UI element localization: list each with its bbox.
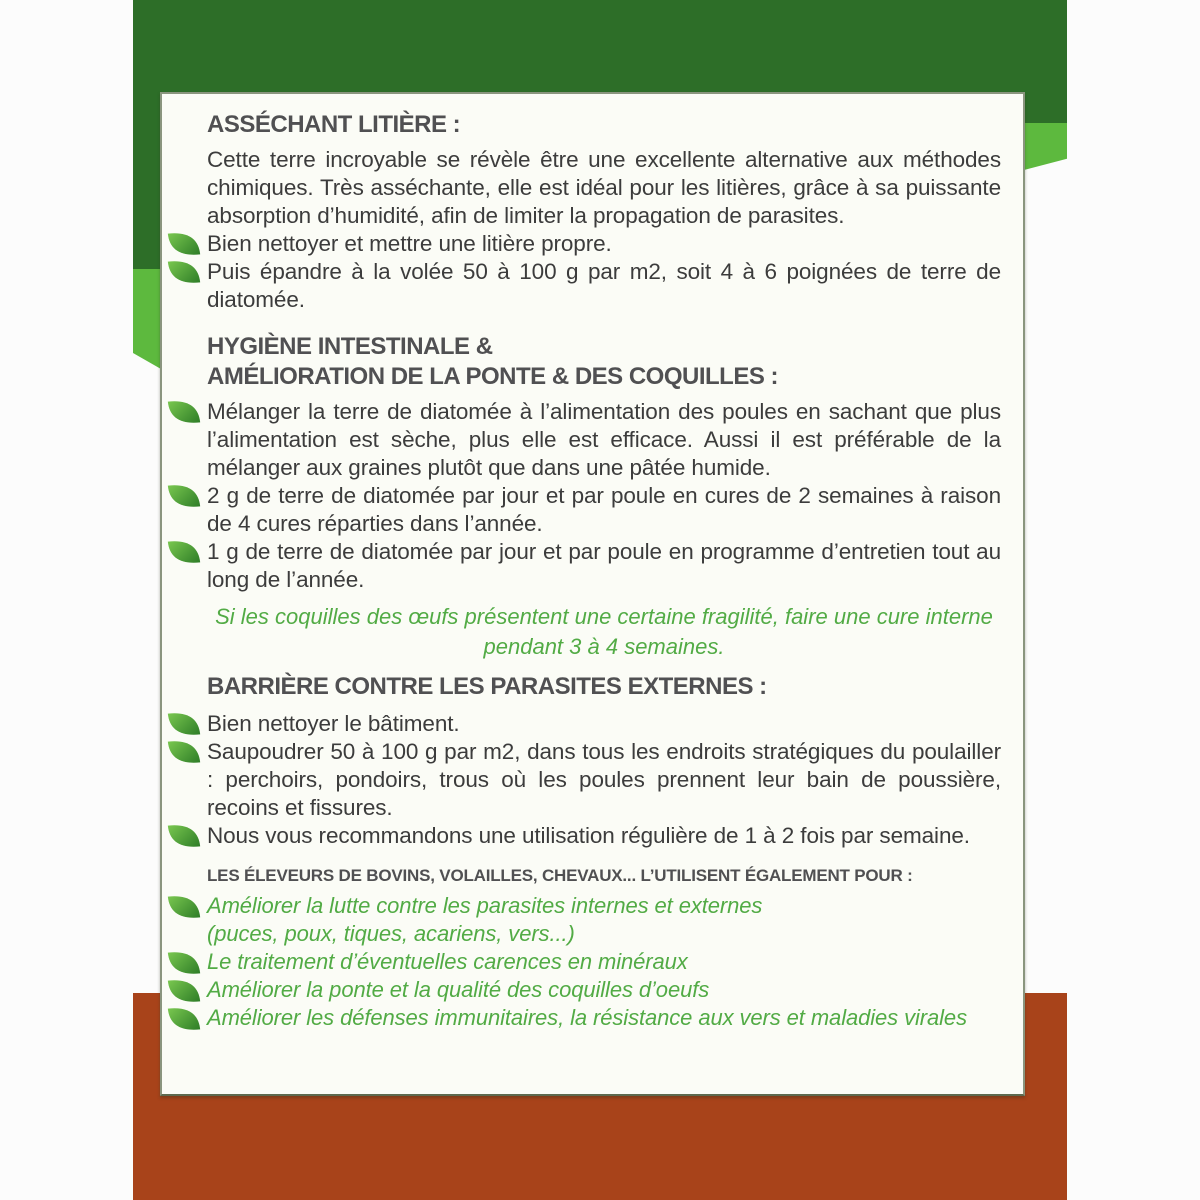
leaf-icon [166,708,203,739]
section-title-assechant: ASSÉCHANT LITIÈRE : [207,111,461,138]
green-accent-right [1024,123,1067,170]
list-item-text: Améliorer la ponte et la qualité des coquilles d’oeufs [207,977,710,1002]
list-item-text: 1 g de terre de diatomée par jour et par poule en programme d’entretien tout au long de l’année. [207,539,1001,592]
section-title-hygiene [207,332,1001,392]
green-accent-left [133,269,161,369]
list-item-text: Saupoudrer 50 à 100 g par m2, dans tous les endroits stratégiques du poulailler : perchoirs, pondoirs, trous où les poules prennent leur bain de poussière, recoins et fissures. [207,739,1001,820]
list-item [207,230,1001,258]
list-item-text: Améliorer les défenses immunitaires, la résistance aux vers et maladies virales [207,1005,967,1030]
leaf-icon [166,975,203,1006]
list-item [207,710,1001,738]
leaf-icon [166,947,203,978]
leaf-icon [166,536,203,567]
list-item-text: Mélanger la terre de diatomée à l’alimentation des poules en sachant que plus l’alimentation est sèche, plus elle est efficace. Aussi il est préférable de la mélanger aux graines plutôt que dans une pâtée humide. [207,399,1001,480]
assechant-intro-paragraph: Cette terre incroyable se révèle être une excellente alternative aux méthodes chimiques. Très asséchante, elle est idéal pour les litières, grâce à sa puissante absorption d’humidité, afin de limiter la propagation de parasites. [207,147,1001,228]
leaf-icon [166,228,203,259]
eleveurs-bullet1-line2: (puces, poux, tiques, acariens, vers...) [207,921,575,946]
list-item-text [207,892,1001,948]
leaf-icon [166,820,203,851]
section-hygiene-intestinale [207,332,1001,662]
list-item [207,976,1001,1004]
list-item [207,948,1001,976]
list-item-text: 2 g de terre de diatomée par jour et par poule en cures de 2 semaines à raison de 4 cures réparties dans l’année. [207,483,1001,536]
section-title-eleveurs: LES ÉLEVEURS DE BOVINS, VOLAILLES, CHEVAUX... L’UTILISENT ÉGALEMENT POUR : [207,866,913,885]
list-item [207,398,1001,482]
leaf-icon [166,480,203,511]
leaf-icon [166,736,203,767]
section-assechant-litiere [207,110,1001,314]
green-band-right [1024,92,1067,123]
leaf-icon [166,1003,203,1034]
green-band-top [133,0,1067,93]
list-item [207,738,1001,822]
leaf-icon [166,256,203,287]
eggshell-cure-note-line1: Si les coquilles des œufs présentent une certaine fragilité, faire une cure interne [215,604,993,629]
list-item [207,258,1001,314]
list-item-text: Bien nettoyer et mettre une litière propre. [207,231,612,256]
eggshell-cure-note [207,602,1001,662]
product-usage-label-card [160,92,1025,1096]
leaf-icon [166,396,203,427]
leaf-icon [166,891,203,922]
list-item-text: Bien nettoyer le bâtiment. [207,711,460,736]
list-item-text: Nous vous recommandons une utilisation régulière de 1 à 2 fois par semaine. [207,823,970,848]
list-item-text: Le traitement d’éventuelles carences en minéraux [207,949,688,974]
list-item [207,1004,1001,1032]
list-item-text: Puis épandre à la volée 50 à 100 g par m2, soit 4 à 6 poignées de terre de diatomée. [207,259,1001,312]
list-item [207,538,1001,594]
section-title-barriere: BARRIÈRE CONTRE LES PARASITES EXTERNES : [207,673,767,700]
eleveurs-bullet1-line1: Améliorer la lutte contre les parasites internes et externes [207,893,763,918]
list-item [207,482,1001,538]
list-item [207,892,1001,948]
section-barriere-parasites [207,672,1001,850]
section-title-hygiene-line1: HYGIÈNE INTESTINALE & [207,333,493,360]
list-item [207,822,1001,850]
eggshell-cure-note-line2: pendant 3 à 4 semaines. [483,634,725,659]
section-title-hygiene-line2: AMÉLIORATION DE LA PONTE & DES COQUILLES : [207,363,779,390]
section-eleveurs [207,864,1001,1032]
green-band-left [133,92,161,269]
